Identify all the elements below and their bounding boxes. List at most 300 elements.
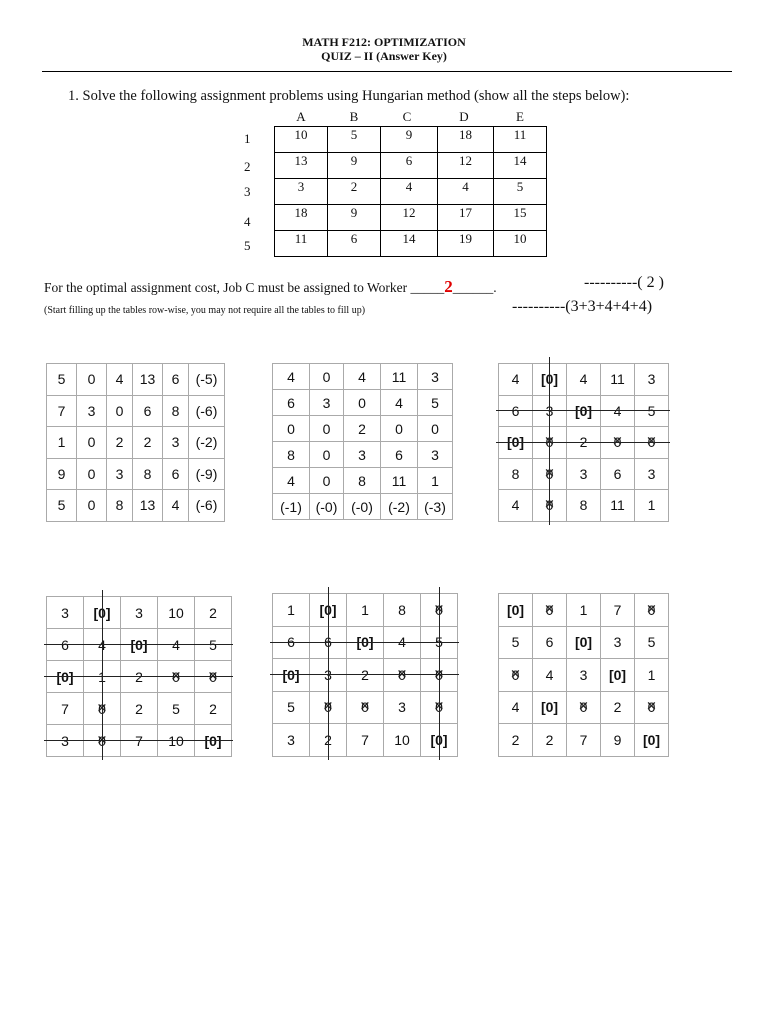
step-row	[47, 597, 232, 629]
crossed-zero: 0 ✕	[98, 733, 106, 749]
step-cell-value: 6	[61, 636, 69, 653]
step-cell-value: 3	[579, 666, 588, 683]
step-row	[273, 724, 458, 757]
step-cell	[635, 364, 669, 396]
column-header-e: E	[516, 109, 524, 124]
step-cell	[418, 468, 453, 494]
step-cell	[499, 626, 533, 659]
step-cell	[499, 364, 533, 396]
step-cell	[189, 364, 225, 396]
step-cell-value: (-6)	[195, 402, 218, 419]
step-cell-value: 13	[139, 371, 156, 388]
step-cell	[344, 468, 381, 494]
step-cell	[163, 395, 189, 427]
step-cell	[163, 364, 189, 396]
step-cell-value: 5	[57, 371, 66, 388]
step-cell-value: 5	[209, 636, 217, 653]
step-cell-value: 2	[143, 434, 152, 451]
step-row	[47, 364, 225, 396]
step-cell	[347, 691, 384, 724]
step-cell-value: 2	[135, 700, 143, 717]
step-cell	[310, 364, 344, 390]
step-cell	[533, 724, 567, 757]
step-cell-value: 8	[511, 465, 520, 482]
step-cell-value: 1	[287, 601, 295, 618]
step-cell	[533, 594, 567, 627]
step-cell-value: 2	[135, 668, 143, 685]
step-cell-value: 3	[61, 604, 69, 621]
step-cell	[635, 724, 669, 757]
step-cell	[47, 490, 77, 522]
step-cell	[195, 597, 232, 629]
step-cell	[273, 390, 310, 416]
step-row	[499, 458, 669, 490]
crossed-zero: 0 ✕	[580, 699, 588, 715]
step-cell-value: 5	[647, 634, 656, 651]
cover-line-vertical	[102, 590, 103, 760]
step-cell-value: 13	[139, 497, 156, 514]
step-cell-value: 2	[358, 420, 366, 437]
step-cell	[601, 490, 635, 522]
step-row	[273, 594, 458, 627]
step-row	[273, 390, 453, 416]
step-cell	[77, 395, 107, 427]
step-cell	[273, 691, 310, 724]
step-cell-value: 3	[579, 465, 588, 482]
marks-part-1: ----------( 2 )	[584, 274, 664, 291]
step-cell	[133, 490, 163, 522]
cover-line-vertical	[439, 587, 440, 760]
crossed-zero: 0 ✕	[361, 699, 369, 715]
step-cell	[567, 458, 601, 490]
step-cell-value: 4	[511, 497, 520, 514]
cover-line-vertical	[328, 587, 329, 760]
step-cell-value: 7	[361, 731, 369, 748]
step-cell	[418, 364, 453, 390]
cover-line-horizontal	[496, 442, 670, 443]
optimal-suffix: ______.	[452, 280, 497, 295]
step-row	[47, 458, 225, 490]
step-cell-value: 4	[511, 699, 520, 716]
step-cell	[499, 659, 533, 692]
step-cell-value: 0	[115, 402, 124, 419]
step-cell-value: 9	[613, 731, 622, 748]
step-cell-value: 4	[613, 402, 622, 419]
quiz-subtitle: QUIZ – II (Answer Key)	[321, 49, 447, 63]
step-cell	[499, 458, 533, 490]
step-cell-value: 8	[115, 497, 124, 514]
step-cell-value: 3	[135, 604, 143, 621]
step-cell	[567, 659, 601, 692]
cost-cell: 3	[275, 179, 328, 205]
step-cell	[195, 693, 232, 725]
step-row	[499, 364, 669, 396]
step-cell	[381, 494, 418, 520]
optimal-answer: 2	[444, 277, 453, 296]
step-cell	[601, 594, 635, 627]
step-cell-value: 1	[647, 666, 656, 683]
step-cell	[273, 724, 310, 757]
step-cell-value: 6	[613, 465, 622, 482]
step-cell	[635, 490, 669, 522]
step-cell-value: 10	[394, 731, 410, 748]
row-header-1: 1	[244, 131, 251, 146]
cover-line-horizontal	[270, 674, 459, 675]
step-cell-value: 0	[358, 394, 366, 411]
step-cell-value: 2	[579, 434, 588, 451]
cost-cell: 14	[494, 153, 547, 179]
row-header-2: 2	[244, 159, 251, 174]
step-cell-value: 3	[647, 465, 656, 482]
step-cell	[384, 724, 421, 757]
cost-cell: 10	[494, 231, 547, 257]
step-cell	[77, 458, 107, 490]
step-row	[47, 490, 225, 522]
step-cell	[189, 458, 225, 490]
step-cell	[635, 594, 669, 627]
step-cell-value: 7	[135, 732, 143, 749]
step-cell-value: 11	[610, 371, 625, 388]
step-cell	[635, 458, 669, 490]
step-cell-value: (-9)	[195, 465, 218, 482]
step-cell	[499, 594, 533, 627]
step-cell-value: 3	[431, 446, 439, 463]
step-cell-value: [0]	[430, 731, 448, 748]
step-cell	[47, 395, 77, 427]
step-cell-value: 2	[361, 666, 369, 683]
step-cell	[189, 395, 225, 427]
step-cell	[601, 691, 635, 724]
step-cell-value: 8	[287, 446, 295, 463]
step-cell-value: [0]	[506, 434, 525, 451]
step-cell-value: 0	[322, 446, 331, 463]
step-cell-value: 0	[87, 371, 96, 388]
column-header-b: B	[349, 109, 359, 124]
step-cell	[418, 494, 453, 520]
cost-cell: 9	[328, 205, 381, 231]
column-header-a: A	[296, 109, 306, 124]
step-cell-value: 3	[431, 368, 439, 385]
step-table-6	[498, 593, 669, 757]
step-cell-value: 1	[431, 472, 439, 489]
step-cell	[310, 416, 344, 442]
cost-cell: 18	[438, 127, 494, 153]
cost-row	[275, 205, 547, 231]
step-cell-value: (-0)	[315, 498, 338, 515]
step-cell	[77, 364, 107, 396]
step-cell	[635, 626, 669, 659]
step-row	[499, 490, 669, 522]
crossed-zero: 0 ✕	[398, 667, 406, 683]
step-cell	[189, 427, 225, 459]
step-cell	[77, 490, 107, 522]
cost-cell: 13	[275, 153, 328, 179]
step-cell	[344, 494, 381, 520]
step-cell	[635, 659, 669, 692]
step-cell	[273, 442, 310, 468]
step-cell-value: (-1)	[280, 498, 302, 515]
step-cell	[567, 364, 601, 396]
step-cell-value: 8	[143, 465, 152, 482]
step-cell	[381, 390, 418, 416]
crossed-zero: 0 ✕	[324, 699, 332, 715]
crossed-zero: 0 ✕	[172, 669, 180, 685]
step-cell	[121, 693, 158, 725]
cost-row	[275, 231, 547, 257]
crossed-zero: 0 ✕	[614, 434, 622, 450]
step-cell-value: 6	[324, 634, 332, 651]
step-cell	[47, 427, 77, 459]
crossed-zero: 0 ✕	[648, 602, 656, 618]
cover-line-horizontal	[44, 740, 233, 741]
step-cell-value: 0	[431, 420, 439, 437]
step-cell	[499, 724, 533, 757]
step-cell-value: 4	[287, 472, 295, 489]
step-cell	[601, 659, 635, 692]
cost-cell: 4	[438, 179, 494, 205]
step-cell	[273, 364, 310, 390]
cost-cell: 10	[275, 127, 328, 153]
step-cell	[344, 364, 381, 390]
step-row	[273, 691, 458, 724]
step-row	[499, 691, 669, 724]
crossed-zero: 0 ✕	[512, 667, 520, 683]
step-cell-value: 5	[57, 497, 66, 514]
step-cell-value: 6	[287, 634, 295, 651]
step-cell	[344, 442, 381, 468]
step-cell	[133, 458, 163, 490]
crossed-zero: 0 ✕	[98, 701, 106, 717]
cost-cell: 9	[328, 153, 381, 179]
step-cell-value: [0]	[506, 601, 525, 618]
step-cell-value: 2	[613, 699, 622, 716]
step-cell-value: [0]	[356, 634, 374, 651]
step-cell-value: [0]	[319, 601, 337, 618]
step-cell	[163, 427, 189, 459]
step-cell	[384, 691, 421, 724]
step-cell-value: 6	[511, 402, 520, 419]
step-cell-value: 2	[209, 700, 217, 717]
step-cell-value: 6	[171, 465, 180, 482]
crossed-zero: 0 ✕	[435, 699, 443, 715]
step-cell-value: 3	[545, 402, 554, 419]
step-cell-value: 6	[143, 402, 152, 419]
step-cell	[533, 691, 567, 724]
step-cell	[381, 364, 418, 390]
row-header-5: 5	[244, 238, 251, 253]
marks-part-2: ----------(3+3+4+4+4)	[512, 298, 653, 315]
step-cell	[567, 724, 601, 757]
step-cell	[273, 494, 310, 520]
step-cell	[163, 458, 189, 490]
step-cell	[344, 416, 381, 442]
step-row	[273, 468, 453, 494]
step-cell-value: 2	[545, 731, 554, 748]
step-cell-value: 9	[57, 465, 66, 482]
cost-cell: 15	[494, 205, 547, 231]
step-cell-value: 6	[545, 634, 554, 651]
step-cell	[189, 490, 225, 522]
cover-line-horizontal	[270, 642, 459, 643]
step-cell-value: [0]	[574, 634, 593, 651]
step-row	[499, 626, 669, 659]
step-cell-value: 1	[98, 668, 106, 685]
step-cell-value: (-6)	[195, 497, 218, 514]
step-cell-value: (-0)	[351, 498, 373, 515]
row-header-4: 4	[244, 214, 251, 229]
cover-line-horizontal	[44, 644, 233, 645]
step-cell	[133, 364, 163, 396]
step-cell	[273, 468, 310, 494]
step-row	[273, 494, 453, 520]
step-cell	[107, 490, 133, 522]
step-cell-value: 4	[98, 636, 106, 653]
step-cell-value: 5	[435, 634, 443, 651]
step-cell	[47, 597, 84, 629]
step-cell	[533, 626, 567, 659]
step-cell-value: 11	[610, 497, 625, 514]
step-cell-value: 4	[171, 497, 180, 514]
step-cell-value: [0]	[540, 371, 559, 388]
crossed-zero: 0 ✕	[546, 434, 554, 450]
step-cell-value: 2	[115, 434, 124, 451]
step-cell	[499, 691, 533, 724]
step-cell-value: 4	[287, 368, 295, 385]
crossed-zero: 0 ✕	[648, 434, 656, 450]
step-cell-value: [0]	[608, 666, 627, 683]
step-cell	[567, 594, 601, 627]
step-row	[499, 724, 669, 757]
cost-row	[275, 179, 547, 205]
step-cell	[567, 490, 601, 522]
step-cell	[310, 468, 344, 494]
step-cell-value: 3	[358, 446, 366, 463]
cover-line-horizontal	[44, 676, 233, 677]
step-cell-value: 4	[172, 636, 180, 653]
step-cell-value: 4	[395, 394, 403, 411]
step-cell	[310, 494, 344, 520]
step-cell-value: [0]	[93, 604, 111, 621]
step-cell	[347, 724, 384, 757]
crossed-zero: 0 ✕	[648, 699, 656, 715]
step-cell-value: 4	[579, 371, 588, 388]
cost-cell: 4	[381, 179, 438, 205]
cost-cell: 12	[381, 205, 438, 231]
step-cell	[381, 442, 418, 468]
step-cell-value: (-5)	[195, 371, 218, 388]
step-cell	[601, 364, 635, 396]
step-cell-value: 8	[358, 472, 366, 489]
step-cell-value: 5	[511, 634, 520, 651]
step-cell-value: 3	[287, 731, 295, 748]
step-cell-value: 3	[398, 699, 406, 716]
cover-line-vertical	[549, 357, 550, 525]
step-cell-value: 0	[322, 368, 331, 385]
step-cell-value: 10	[168, 732, 184, 749]
step-cell-value: 3	[647, 371, 656, 388]
cost-cell: 5	[328, 127, 381, 153]
step-cell-value: 1	[647, 497, 656, 514]
step-cell-value: 3	[613, 634, 622, 651]
step-cell-value: 11	[391, 368, 407, 385]
step-row	[47, 395, 225, 427]
step-cell	[567, 691, 601, 724]
step-row	[499, 594, 669, 627]
step-row	[273, 364, 453, 390]
step-cell	[310, 442, 344, 468]
cost-cell: 6	[328, 231, 381, 257]
step-cell-value: 5	[647, 402, 656, 419]
step-cell-value: [0]	[574, 402, 593, 419]
step-cell-value: 5	[431, 394, 439, 411]
step-cell	[381, 468, 418, 494]
step-cell	[567, 626, 601, 659]
step-cell	[499, 490, 533, 522]
step-cell-value: [0]	[282, 666, 300, 683]
step-cell-value: 0	[87, 434, 96, 451]
step-row	[47, 427, 225, 459]
cover-line-horizontal	[496, 410, 670, 411]
step-cell-value: 4	[511, 371, 520, 388]
optimal-assignment-line	[44, 277, 497, 297]
step-cell	[158, 693, 195, 725]
step-cell	[133, 395, 163, 427]
step-cell-value: 4	[358, 368, 366, 385]
step-table-2	[272, 363, 453, 520]
step-cell-value: 2	[209, 604, 217, 621]
step-cell-value: 0	[322, 472, 331, 489]
step-cell-value: 7	[57, 402, 66, 419]
step-cell	[47, 458, 77, 490]
step-cell	[601, 724, 635, 757]
step-cell-value: 10	[168, 604, 184, 621]
crossed-zero: 0 ✕	[546, 602, 554, 618]
step-cell	[158, 597, 195, 629]
step-cell-value: 0	[395, 420, 403, 437]
step-cell	[533, 659, 567, 692]
step-cell-value: 5	[287, 699, 295, 716]
step-cell-value: 0	[287, 420, 295, 437]
step-cell-value: 8	[398, 601, 406, 618]
step-cell	[273, 594, 310, 627]
step-cell-value: 7	[613, 601, 622, 618]
step-cell	[107, 364, 133, 396]
step-cell-value: (-2)	[388, 498, 410, 515]
step-cell	[107, 458, 133, 490]
step-cell-value: 7	[61, 700, 69, 717]
column-header-d: D	[459, 109, 469, 124]
step-cell-value: 3	[171, 434, 180, 451]
step-cell-value: 1	[57, 434, 66, 451]
cost-cell: 19	[438, 231, 494, 257]
step-cell	[310, 390, 344, 416]
step-cell-value: 3	[61, 732, 69, 749]
cost-cell: 11	[275, 231, 328, 257]
cost-cell: 2	[328, 179, 381, 205]
step-cell-value: 3	[87, 402, 96, 419]
optimal-prefix: For the optimal assignment cost, Job C must be assigned to Worker _____	[44, 280, 445, 295]
step-cell	[418, 416, 453, 442]
step-cell-value: [0]	[204, 732, 222, 749]
crossed-zero: 0 ✕	[546, 466, 554, 482]
step-cell	[347, 594, 384, 627]
step-cell-value: (-3)	[424, 498, 446, 515]
cost-row	[275, 153, 547, 179]
step-cell-value: 4	[115, 371, 124, 388]
step-row	[499, 659, 669, 692]
step-cell	[344, 390, 381, 416]
crossed-zero: 0 ✕	[435, 667, 443, 683]
